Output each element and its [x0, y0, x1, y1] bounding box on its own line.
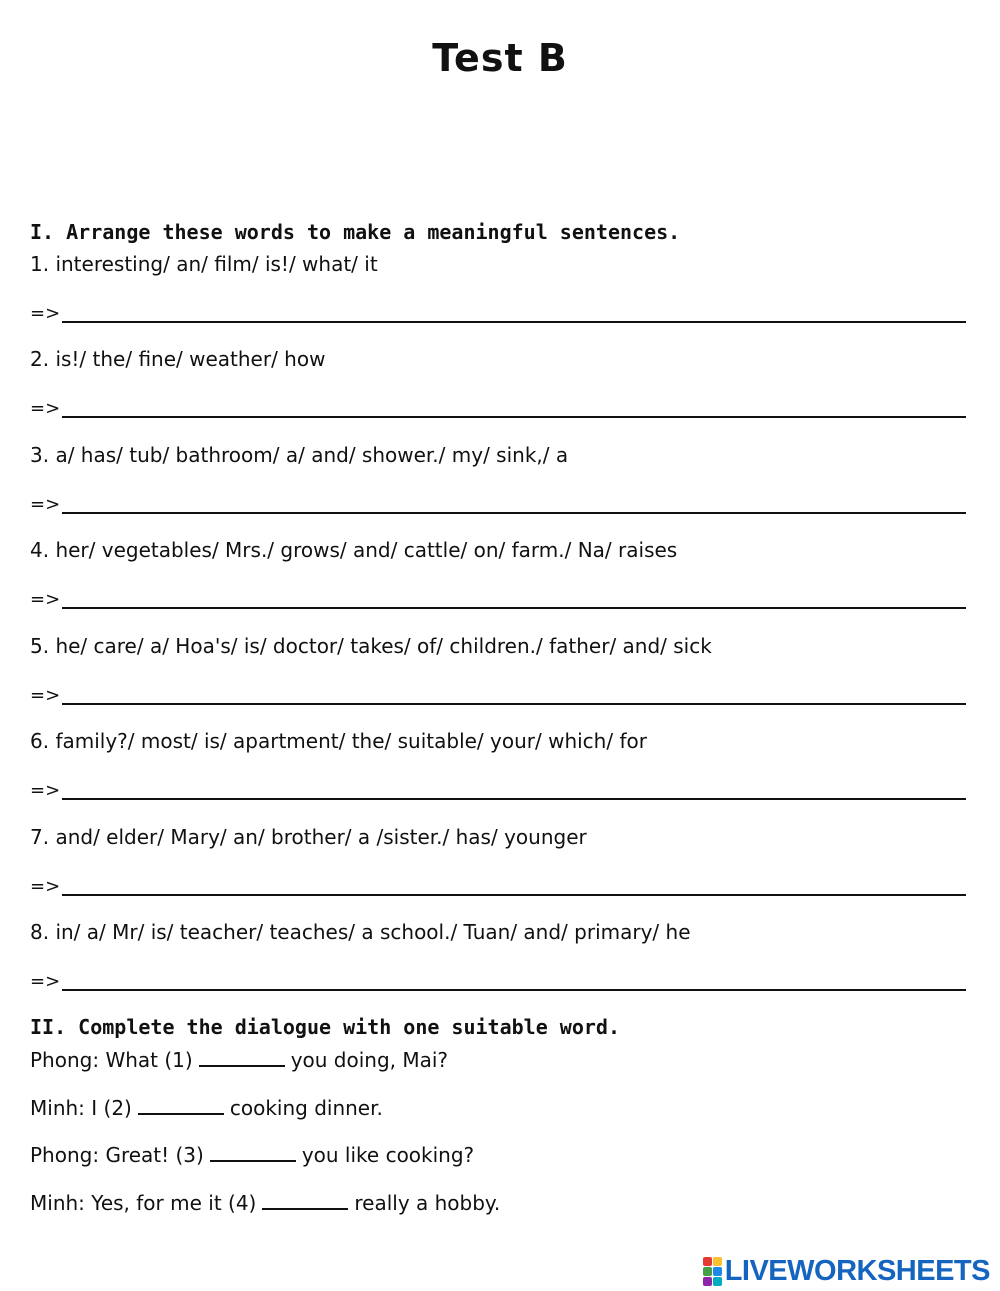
answer-rule — [62, 703, 966, 705]
answer-line-5[interactable] — [30, 679, 966, 705]
logo-text: LIVEWORKSHEETS — [724, 1254, 990, 1287]
exercise-1-item-4: 4. her/ vegetables/ Mrs./ grows/ and/ cattle/ on/ farm./ Na/ raises — [30, 538, 678, 562]
logo-square — [713, 1267, 722, 1276]
logo-square — [703, 1267, 712, 1276]
page-title: Test B — [432, 36, 568, 80]
blank-3[interactable] — [210, 1142, 296, 1162]
blank-2[interactable] — [138, 1095, 224, 1115]
exercise-1-item-3: 3. a/ has/ tub/ bathroom/ a/ and/ shower./ my/ sink,/ a — [30, 443, 569, 467]
dialogue-line-4 — [30, 1190, 500, 1215]
dialogue-text-before: Minh: I (2) — [30, 1096, 132, 1120]
dialogue-text-before: Phong: Great! (3) — [30, 1143, 204, 1167]
answer-line-6[interactable] — [30, 774, 966, 800]
answer-arrow: => — [30, 971, 61, 992]
blank-1[interactable] — [199, 1047, 285, 1067]
dialogue-text-after: cooking dinner. — [229, 1096, 383, 1120]
logo-mark-icon — [703, 1257, 722, 1286]
liveworksheets-logo — [703, 1256, 990, 1286]
answer-line-7[interactable] — [30, 870, 966, 896]
logo-square — [713, 1257, 722, 1266]
logo-square — [713, 1277, 722, 1286]
answer-line-8[interactable] — [30, 965, 966, 991]
dialogue-text-before: Minh: Yes, for me it (4) — [30, 1191, 257, 1215]
logo-square — [703, 1277, 712, 1286]
dialogue-line-3 — [30, 1142, 474, 1167]
answer-arrow: => — [30, 589, 61, 610]
dialogue-text-after: you like cooking? — [301, 1143, 475, 1167]
answer-line-2[interactable] — [30, 392, 966, 418]
answer-arrow: => — [30, 494, 61, 515]
answer-arrow: => — [30, 685, 61, 706]
answer-arrow: => — [30, 303, 61, 324]
exercise-1-item-8: 8. in/ a/ Mr/ is/ teacher/ teaches/ a school./ Tuan/ and/ primary/ he — [30, 920, 691, 944]
section-2-heading: II. Complete the dialogue with one suitable word. — [30, 1015, 621, 1039]
exercise-1-item-6: 6. family?/ most/ is/ apartment/ the/ suitable/ your/ which/ for — [30, 729, 647, 753]
dialogue-text-before: Phong: What (1) — [30, 1048, 193, 1072]
answer-rule — [62, 607, 966, 609]
exercise-1-item-5: 5. he/ care/ a/ Hoa's/ is/ doctor/ takes/ of/ children./ father/ and/ sick — [30, 634, 712, 658]
answer-line-1[interactable] — [30, 297, 966, 323]
answer-rule — [62, 989, 966, 991]
dialogue-text-after: you doing, Mai? — [290, 1048, 449, 1072]
dialogue-line-2 — [30, 1095, 383, 1120]
answer-arrow: => — [30, 398, 61, 419]
answer-rule — [62, 321, 966, 323]
exercise-1-item-2: 2. is!/ the/ fine/ weather/ how — [30, 347, 326, 371]
logo-square — [703, 1257, 712, 1266]
dialogue-line-1 — [30, 1047, 448, 1072]
section-1-heading: I. Arrange these words to make a meaningful sentences. — [30, 220, 681, 244]
answer-line-3[interactable] — [30, 488, 966, 514]
blank-4[interactable] — [262, 1190, 348, 1210]
answer-rule — [62, 894, 966, 896]
answer-rule — [62, 416, 966, 418]
dialogue-text-after: really a hobby. — [354, 1191, 501, 1215]
answer-rule — [62, 798, 966, 800]
answer-line-4[interactable] — [30, 583, 966, 609]
answer-arrow: => — [30, 780, 61, 801]
answer-rule — [62, 512, 966, 514]
exercise-1-item-7: 7. and/ elder/ Mary/ an/ brother/ a /sister./ has/ younger — [30, 825, 587, 849]
exercise-1-item-1: 1. interesting/ an/ film/ is!/ what/ it — [30, 252, 378, 276]
answer-arrow: => — [30, 876, 61, 897]
